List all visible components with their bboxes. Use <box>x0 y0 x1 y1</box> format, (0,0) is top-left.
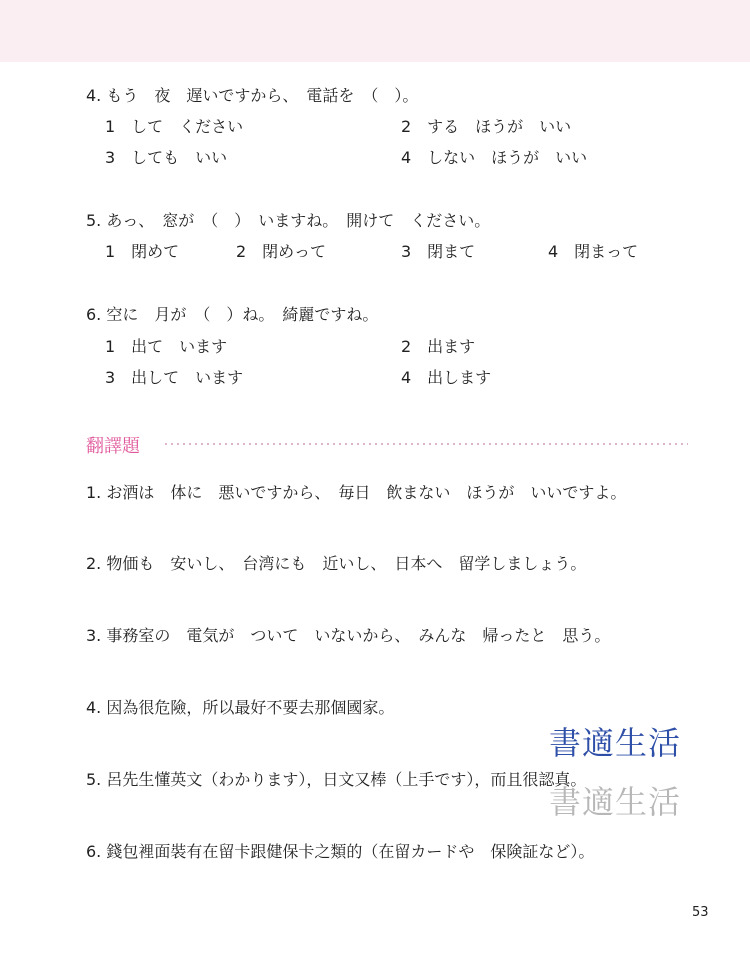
question-5-option-3: 3 閉まて <box>401 242 476 261</box>
question-5-option-4: 4 閉まって <box>548 242 639 261</box>
question-4-option-3: 3 しても いい <box>105 148 228 167</box>
question-5-stem: 5. あっ、 窓が （ ） いますね。 開けて ください。 <box>86 211 491 230</box>
translation-item-4: 4. 因為很危險，所以最好不要去那個國家。 <box>86 698 395 717</box>
translation-item-3: 3. 事務室の 電気が ついて いないから、 みんな 帰ったと 思う。 <box>86 626 611 645</box>
translation-item-6: 6. 錢包裡面裝有在留卡跟健保卡之類的（在留カードや 保険証など）。 <box>86 842 595 861</box>
section-dotted-divider <box>163 443 688 445</box>
question-6-option-1: 1 出て います <box>105 337 228 356</box>
translation-item-1: 1. お酒は 体に 悪いですから、 毎日 飲まない ほうが いいですよ。 <box>86 483 627 502</box>
question-6-option-2: 2 出ます <box>401 337 476 356</box>
question-4-option-1: 1 して ください <box>105 117 244 136</box>
watermark-text-blue: 書適生活 <box>549 724 682 762</box>
translation-item-2: 2. 物価も 安いし、 台湾にも 近いし、 日本へ 留学しましょう。 <box>86 554 587 573</box>
question-6-option-4: 4 出します <box>401 368 492 387</box>
question-4-option-4: 4 しない ほうが いい <box>401 148 588 167</box>
question-6-stem: 6. 空に 月が （ ）ね。 綺麗ですね。 <box>86 305 379 324</box>
translation-section-heading: 翻譯題 <box>86 436 140 457</box>
question-5-option-1: 1 閉めて <box>105 242 180 261</box>
page-number: 53 <box>692 905 709 920</box>
watermark-text-gray: 書適生活 <box>549 783 682 821</box>
question-4-stem: 4. もう 夜 遅いですから、 電話を （ ）。 <box>86 86 419 105</box>
top-header-band <box>0 0 750 62</box>
question-5-option-2: 2 閉めって <box>236 242 327 261</box>
question-4-option-2: 2 する ほうが いい <box>401 117 572 136</box>
question-6-option-3: 3 出して います <box>105 368 244 387</box>
translation-item-5: 5. 呂先生懂英文（わかります），日文又棒（上手です），而且很認真。 <box>86 770 587 789</box>
